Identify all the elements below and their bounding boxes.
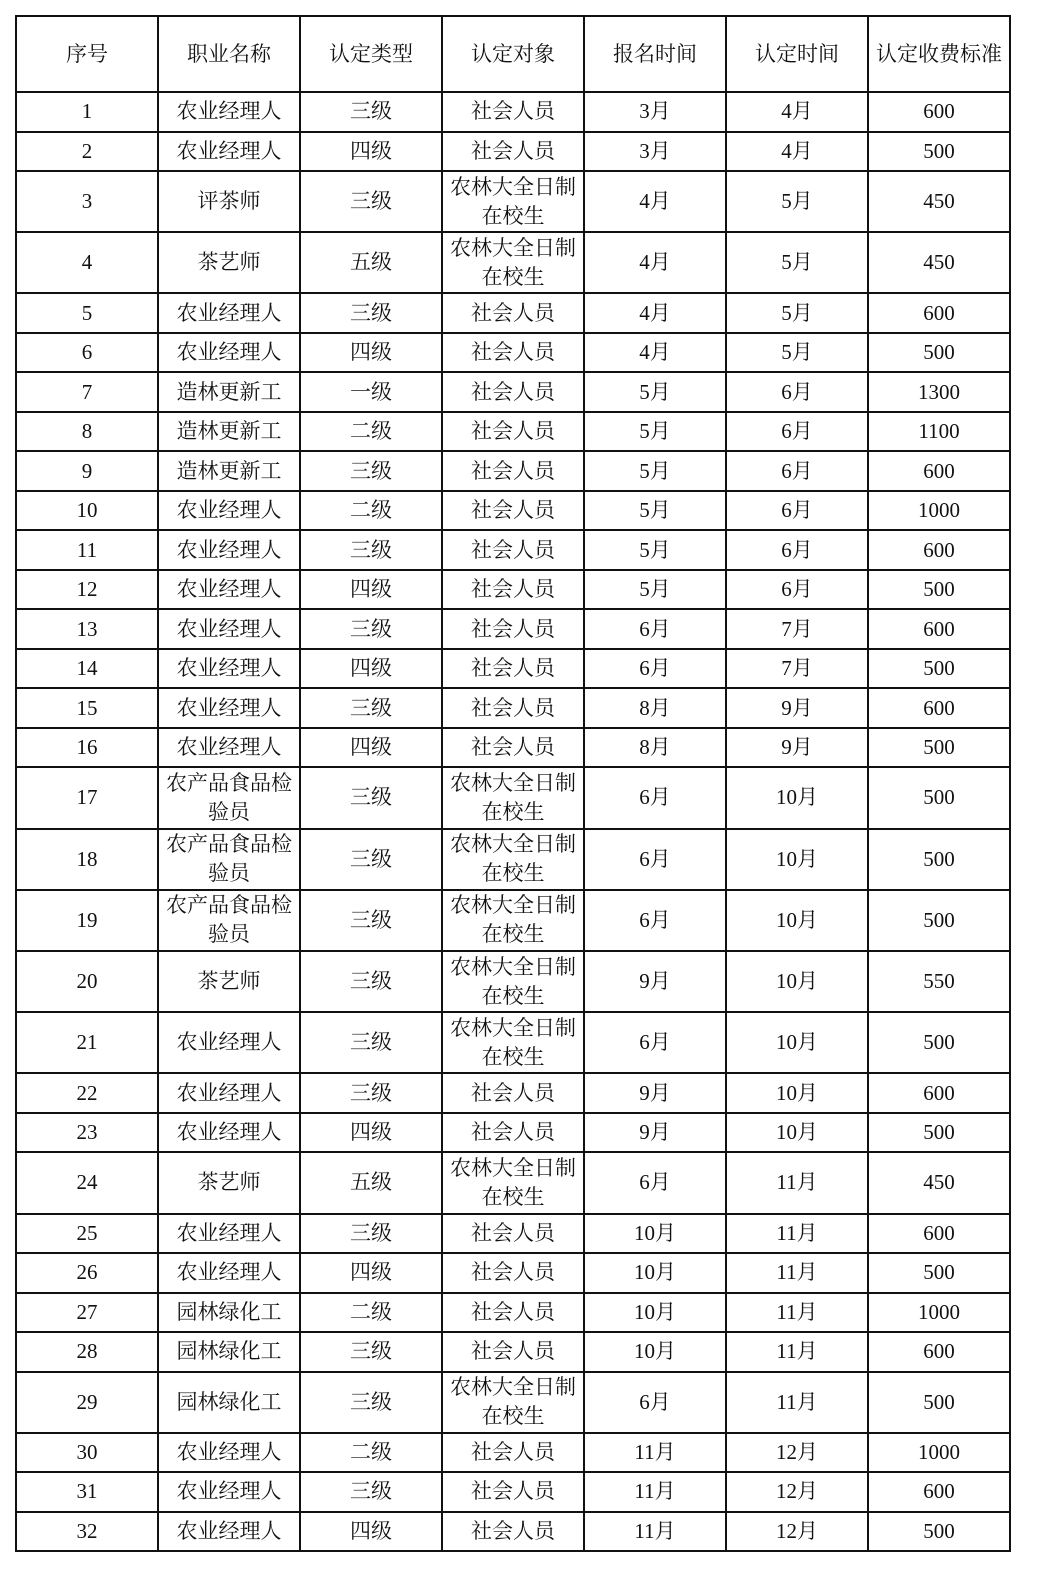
cell-fee: 500 [868,1512,1010,1552]
cell-fee: 500 [868,829,1010,890]
cell-certification-time: 9月 [726,688,868,728]
table-row [16,1073,1010,1113]
cell-level: 三级 [300,1332,442,1372]
cell-fee: 600 [868,609,1010,649]
cell-seq: 9 [16,451,158,491]
cell-seq: 1 [16,92,158,132]
cell-certification-time: 4月 [726,132,868,172]
table-row [16,1012,1010,1073]
cell-fee: 1000 [868,491,1010,531]
header-cell-target: 认定对象 [442,16,584,92]
table-row [16,1113,1010,1153]
cell-occupation: 茶艺师 [158,232,300,293]
cell-level: 三级 [300,609,442,649]
cell-target: 社会人员 [442,1113,584,1153]
cell-target: 社会人员 [442,688,584,728]
cell-target: 社会人员 [442,1512,584,1552]
cell-level: 四级 [300,649,442,689]
table-row [16,1372,1010,1433]
cell-fee: 500 [868,649,1010,689]
cell-target: 农林大全日制在校生 [442,171,584,232]
cell-target: 社会人员 [442,293,584,333]
table-row [16,1152,1010,1213]
cell-target: 农林大全日制在校生 [442,767,584,828]
cell-registration-time: 5月 [584,570,726,610]
cell-registration-time: 10月 [584,1214,726,1254]
cell-target: 农林大全日制在校生 [442,951,584,1012]
cell-level: 三级 [300,530,442,570]
cell-seq: 11 [16,530,158,570]
cell-occupation: 农业经理人 [158,1214,300,1254]
cell-occupation: 农业经理人 [158,728,300,768]
table-row [16,293,1010,333]
cell-certification-time: 6月 [726,412,868,452]
cell-fee: 500 [868,570,1010,610]
certification-schedule-table [15,15,1011,1552]
cell-registration-time: 4月 [584,232,726,293]
cell-occupation: 农业经理人 [158,1472,300,1512]
cell-registration-time: 5月 [584,491,726,531]
cell-target: 农林大全日制在校生 [442,1152,584,1213]
cell-fee: 500 [868,1253,1010,1293]
cell-certification-time: 7月 [726,609,868,649]
cell-certification-time: 11月 [726,1372,868,1433]
cell-level: 三级 [300,951,442,1012]
cell-target: 社会人员 [442,132,584,172]
cell-occupation: 造林更新工 [158,412,300,452]
cell-seq: 22 [16,1073,158,1113]
cell-fee: 500 [868,728,1010,768]
cell-fee: 550 [868,951,1010,1012]
cell-level: 三级 [300,829,442,890]
cell-target: 农林大全日制在校生 [442,1372,584,1433]
cell-occupation: 农业经理人 [158,132,300,172]
cell-registration-time: 4月 [584,333,726,373]
cell-seq: 26 [16,1253,158,1293]
cell-level: 四级 [300,570,442,610]
cell-occupation: 农产品食品检验员 [158,829,300,890]
cell-certification-time: 10月 [726,767,868,828]
table-row [16,333,1010,373]
cell-certification-time: 6月 [726,372,868,412]
cell-registration-time: 5月 [584,412,726,452]
cell-certification-time: 6月 [726,491,868,531]
cell-target: 社会人员 [442,333,584,373]
cell-registration-time: 8月 [584,688,726,728]
cell-target: 农林大全日制在校生 [442,829,584,890]
cell-target: 农林大全日制在校生 [442,1012,584,1073]
table-body [16,92,1010,1551]
cell-fee: 1300 [868,372,1010,412]
cell-certification-time: 11月 [726,1152,868,1213]
cell-certification-time: 5月 [726,232,868,293]
cell-seq: 2 [16,132,158,172]
cell-seq: 7 [16,372,158,412]
cell-registration-time: 6月 [584,609,726,649]
cell-certification-time: 5月 [726,171,868,232]
cell-fee: 1000 [868,1433,1010,1473]
table-row [16,1214,1010,1254]
cell-level: 二级 [300,412,442,452]
cell-level: 五级 [300,232,442,293]
table-row [16,530,1010,570]
cell-occupation: 农业经理人 [158,92,300,132]
cell-registration-time: 8月 [584,728,726,768]
cell-fee: 450 [868,1152,1010,1213]
cell-target: 社会人员 [442,1433,584,1473]
cell-target: 社会人员 [442,1293,584,1333]
cell-certification-time: 10月 [726,951,868,1012]
cell-fee: 600 [868,1214,1010,1254]
cell-occupation: 农产品食品检验员 [158,767,300,828]
cell-level: 五级 [300,1152,442,1213]
table-row [16,728,1010,768]
cell-occupation: 农产品食品检验员 [158,890,300,951]
cell-registration-time: 5月 [584,451,726,491]
cell-target: 社会人员 [442,1214,584,1254]
table-row [16,412,1010,452]
cell-registration-time: 3月 [584,132,726,172]
cell-fee: 600 [868,530,1010,570]
cell-fee: 450 [868,171,1010,232]
cell-level: 二级 [300,1433,442,1473]
cell-certification-time: 6月 [726,530,868,570]
table-row [16,829,1010,890]
header-row [16,16,1010,92]
cell-certification-time: 5月 [726,333,868,373]
cell-registration-time: 6月 [584,1372,726,1433]
cell-certification-time: 12月 [726,1433,868,1473]
cell-target: 社会人员 [442,1332,584,1372]
cell-level: 三级 [300,1012,442,1073]
table-row [16,570,1010,610]
cell-registration-time: 6月 [584,829,726,890]
cell-seq: 16 [16,728,158,768]
cell-occupation: 造林更新工 [158,451,300,491]
cell-fee: 1000 [868,1293,1010,1333]
cell-registration-time: 6月 [584,1152,726,1213]
cell-target: 社会人员 [442,728,584,768]
cell-level: 一级 [300,372,442,412]
table-row [16,451,1010,491]
cell-registration-time: 5月 [584,530,726,570]
cell-seq: 13 [16,609,158,649]
cell-certification-time: 7月 [726,649,868,689]
cell-seq: 28 [16,1332,158,1372]
cell-registration-time: 5月 [584,372,726,412]
cell-target: 社会人员 [442,451,584,491]
cell-seq: 20 [16,951,158,1012]
cell-fee: 500 [868,333,1010,373]
cell-fee: 500 [868,1012,1010,1073]
cell-target: 社会人员 [442,491,584,531]
cell-certification-time: 11月 [726,1332,868,1372]
table-row [16,372,1010,412]
cell-level: 二级 [300,1293,442,1333]
cell-fee: 500 [868,890,1010,951]
cell-seq: 21 [16,1012,158,1073]
cell-registration-time: 6月 [584,649,726,689]
cell-level: 二级 [300,491,442,531]
cell-level: 三级 [300,451,442,491]
cell-level: 四级 [300,1253,442,1293]
cell-seq: 32 [16,1512,158,1552]
cell-certification-time: 10月 [726,829,868,890]
table-row [16,1332,1010,1372]
cell-occupation: 农业经理人 [158,491,300,531]
cell-occupation: 农业经理人 [158,293,300,333]
cell-certification-time: 12月 [726,1472,868,1512]
cell-certification-time: 10月 [726,1012,868,1073]
cell-level: 三级 [300,1073,442,1113]
cell-fee: 600 [868,1472,1010,1512]
cell-registration-time: 11月 [584,1433,726,1473]
cell-seq: 31 [16,1472,158,1512]
cell-level: 四级 [300,1113,442,1153]
cell-seq: 3 [16,171,158,232]
cell-fee: 450 [868,232,1010,293]
cell-level: 三级 [300,293,442,333]
cell-occupation: 园林绿化工 [158,1293,300,1333]
cell-target: 农林大全日制在校生 [442,890,584,951]
cell-occupation: 农业经理人 [158,649,300,689]
cell-certification-time: 12月 [726,1512,868,1552]
cell-target: 社会人员 [442,1472,584,1512]
cell-certification-time: 4月 [726,92,868,132]
table-row [16,649,1010,689]
cell-registration-time: 11月 [584,1472,726,1512]
cell-target: 社会人员 [442,1073,584,1113]
table-row [16,1253,1010,1293]
cell-certification-time: 10月 [726,1113,868,1153]
cell-registration-time: 9月 [584,1073,726,1113]
cell-seq: 18 [16,829,158,890]
cell-target: 社会人员 [442,530,584,570]
table-header [16,16,1010,92]
cell-level: 三级 [300,688,442,728]
cell-occupation: 造林更新工 [158,372,300,412]
cell-target: 社会人员 [442,372,584,412]
cell-fee: 600 [868,293,1010,333]
table-row [16,232,1010,293]
cell-registration-time: 6月 [584,1012,726,1073]
cell-occupation: 农业经理人 [158,1073,300,1113]
cell-seq: 5 [16,293,158,333]
cell-level: 三级 [300,1472,442,1512]
cell-occupation: 农业经理人 [158,530,300,570]
cell-registration-time: 6月 [584,767,726,828]
cell-level: 四级 [300,1512,442,1552]
table-row [16,491,1010,531]
cell-registration-time: 10月 [584,1253,726,1293]
cell-certification-time: 11月 [726,1293,868,1333]
cell-occupation: 农业经理人 [158,1253,300,1293]
cell-fee: 500 [868,767,1010,828]
cell-occupation: 农业经理人 [158,609,300,649]
cell-target: 社会人员 [442,92,584,132]
cell-certification-time: 10月 [726,890,868,951]
cell-registration-time: 9月 [584,1113,726,1153]
table-row [16,92,1010,132]
cell-fee: 600 [868,1332,1010,1372]
cell-level: 三级 [300,171,442,232]
cell-occupation: 农业经理人 [158,333,300,373]
cell-registration-time: 6月 [584,890,726,951]
header-cell-seq: 序号 [16,16,158,92]
cell-seq: 29 [16,1372,158,1433]
table-row [16,951,1010,1012]
table-row [16,132,1010,172]
cell-level: 三级 [300,1214,442,1254]
cell-target: 社会人员 [442,412,584,452]
cell-seq: 10 [16,491,158,531]
cell-certification-time: 11月 [726,1253,868,1293]
cell-fee: 500 [868,1113,1010,1153]
cell-target: 社会人员 [442,1253,584,1293]
header-cell-certification-time: 认定时间 [726,16,868,92]
cell-registration-time: 4月 [584,171,726,232]
cell-seq: 27 [16,1293,158,1333]
cell-fee: 600 [868,92,1010,132]
cell-certification-time: 9月 [726,728,868,768]
cell-seq: 25 [16,1214,158,1254]
cell-occupation: 农业经理人 [158,1512,300,1552]
cell-level: 三级 [300,767,442,828]
cell-occupation: 茶艺师 [158,951,300,1012]
cell-level: 三级 [300,890,442,951]
header-cell-registration-time: 报名时间 [584,16,726,92]
cell-seq: 30 [16,1433,158,1473]
cell-occupation: 农业经理人 [158,688,300,728]
table-row [16,1472,1010,1512]
cell-seq: 15 [16,688,158,728]
cell-occupation: 农业经理人 [158,1433,300,1473]
cell-occupation: 评茶师 [158,171,300,232]
cell-certification-time: 5月 [726,293,868,333]
cell-fee: 600 [868,451,1010,491]
cell-target: 社会人员 [442,609,584,649]
cell-seq: 12 [16,570,158,610]
cell-level: 三级 [300,92,442,132]
table-row [16,171,1010,232]
table-row [16,688,1010,728]
cell-level: 四级 [300,132,442,172]
table-row [16,609,1010,649]
cell-fee: 1100 [868,412,1010,452]
table-row [16,1433,1010,1473]
header-cell-fee: 认定收费标准 [868,16,1010,92]
cell-registration-time: 4月 [584,293,726,333]
header-cell-level: 认定类型 [300,16,442,92]
cell-certification-time: 6月 [726,570,868,610]
table-row [16,1293,1010,1333]
table-row [16,1512,1010,1552]
cell-occupation: 农业经理人 [158,570,300,610]
cell-seq: 17 [16,767,158,828]
cell-target: 社会人员 [442,570,584,610]
header-cell-occupation: 职业名称 [158,16,300,92]
cell-seq: 14 [16,649,158,689]
cell-registration-time: 10月 [584,1293,726,1333]
cell-occupation: 园林绿化工 [158,1332,300,1372]
table-row [16,890,1010,951]
cell-seq: 4 [16,232,158,293]
cell-fee: 600 [868,1073,1010,1113]
cell-target: 社会人员 [442,649,584,689]
cell-registration-time: 10月 [584,1332,726,1372]
cell-level: 四级 [300,333,442,373]
cell-level: 四级 [300,728,442,768]
cell-fee: 500 [868,1372,1010,1433]
cell-level: 三级 [300,1372,442,1433]
cell-occupation: 园林绿化工 [158,1372,300,1433]
cell-certification-time: 10月 [726,1073,868,1113]
cell-target: 农林大全日制在校生 [442,232,584,293]
cell-certification-time: 11月 [726,1214,868,1254]
cell-occupation: 农业经理人 [158,1113,300,1153]
cell-occupation: 茶艺师 [158,1152,300,1213]
cell-seq: 23 [16,1113,158,1153]
cell-fee: 500 [868,132,1010,172]
cell-seq: 24 [16,1152,158,1213]
cell-registration-time: 9月 [584,951,726,1012]
table-row [16,767,1010,828]
cell-fee: 600 [868,688,1010,728]
cell-registration-time: 3月 [584,92,726,132]
cell-seq: 8 [16,412,158,452]
cell-registration-time: 11月 [584,1512,726,1552]
cell-occupation: 农业经理人 [158,1012,300,1073]
cell-seq: 19 [16,890,158,951]
cell-certification-time: 6月 [726,451,868,491]
cell-seq: 6 [16,333,158,373]
